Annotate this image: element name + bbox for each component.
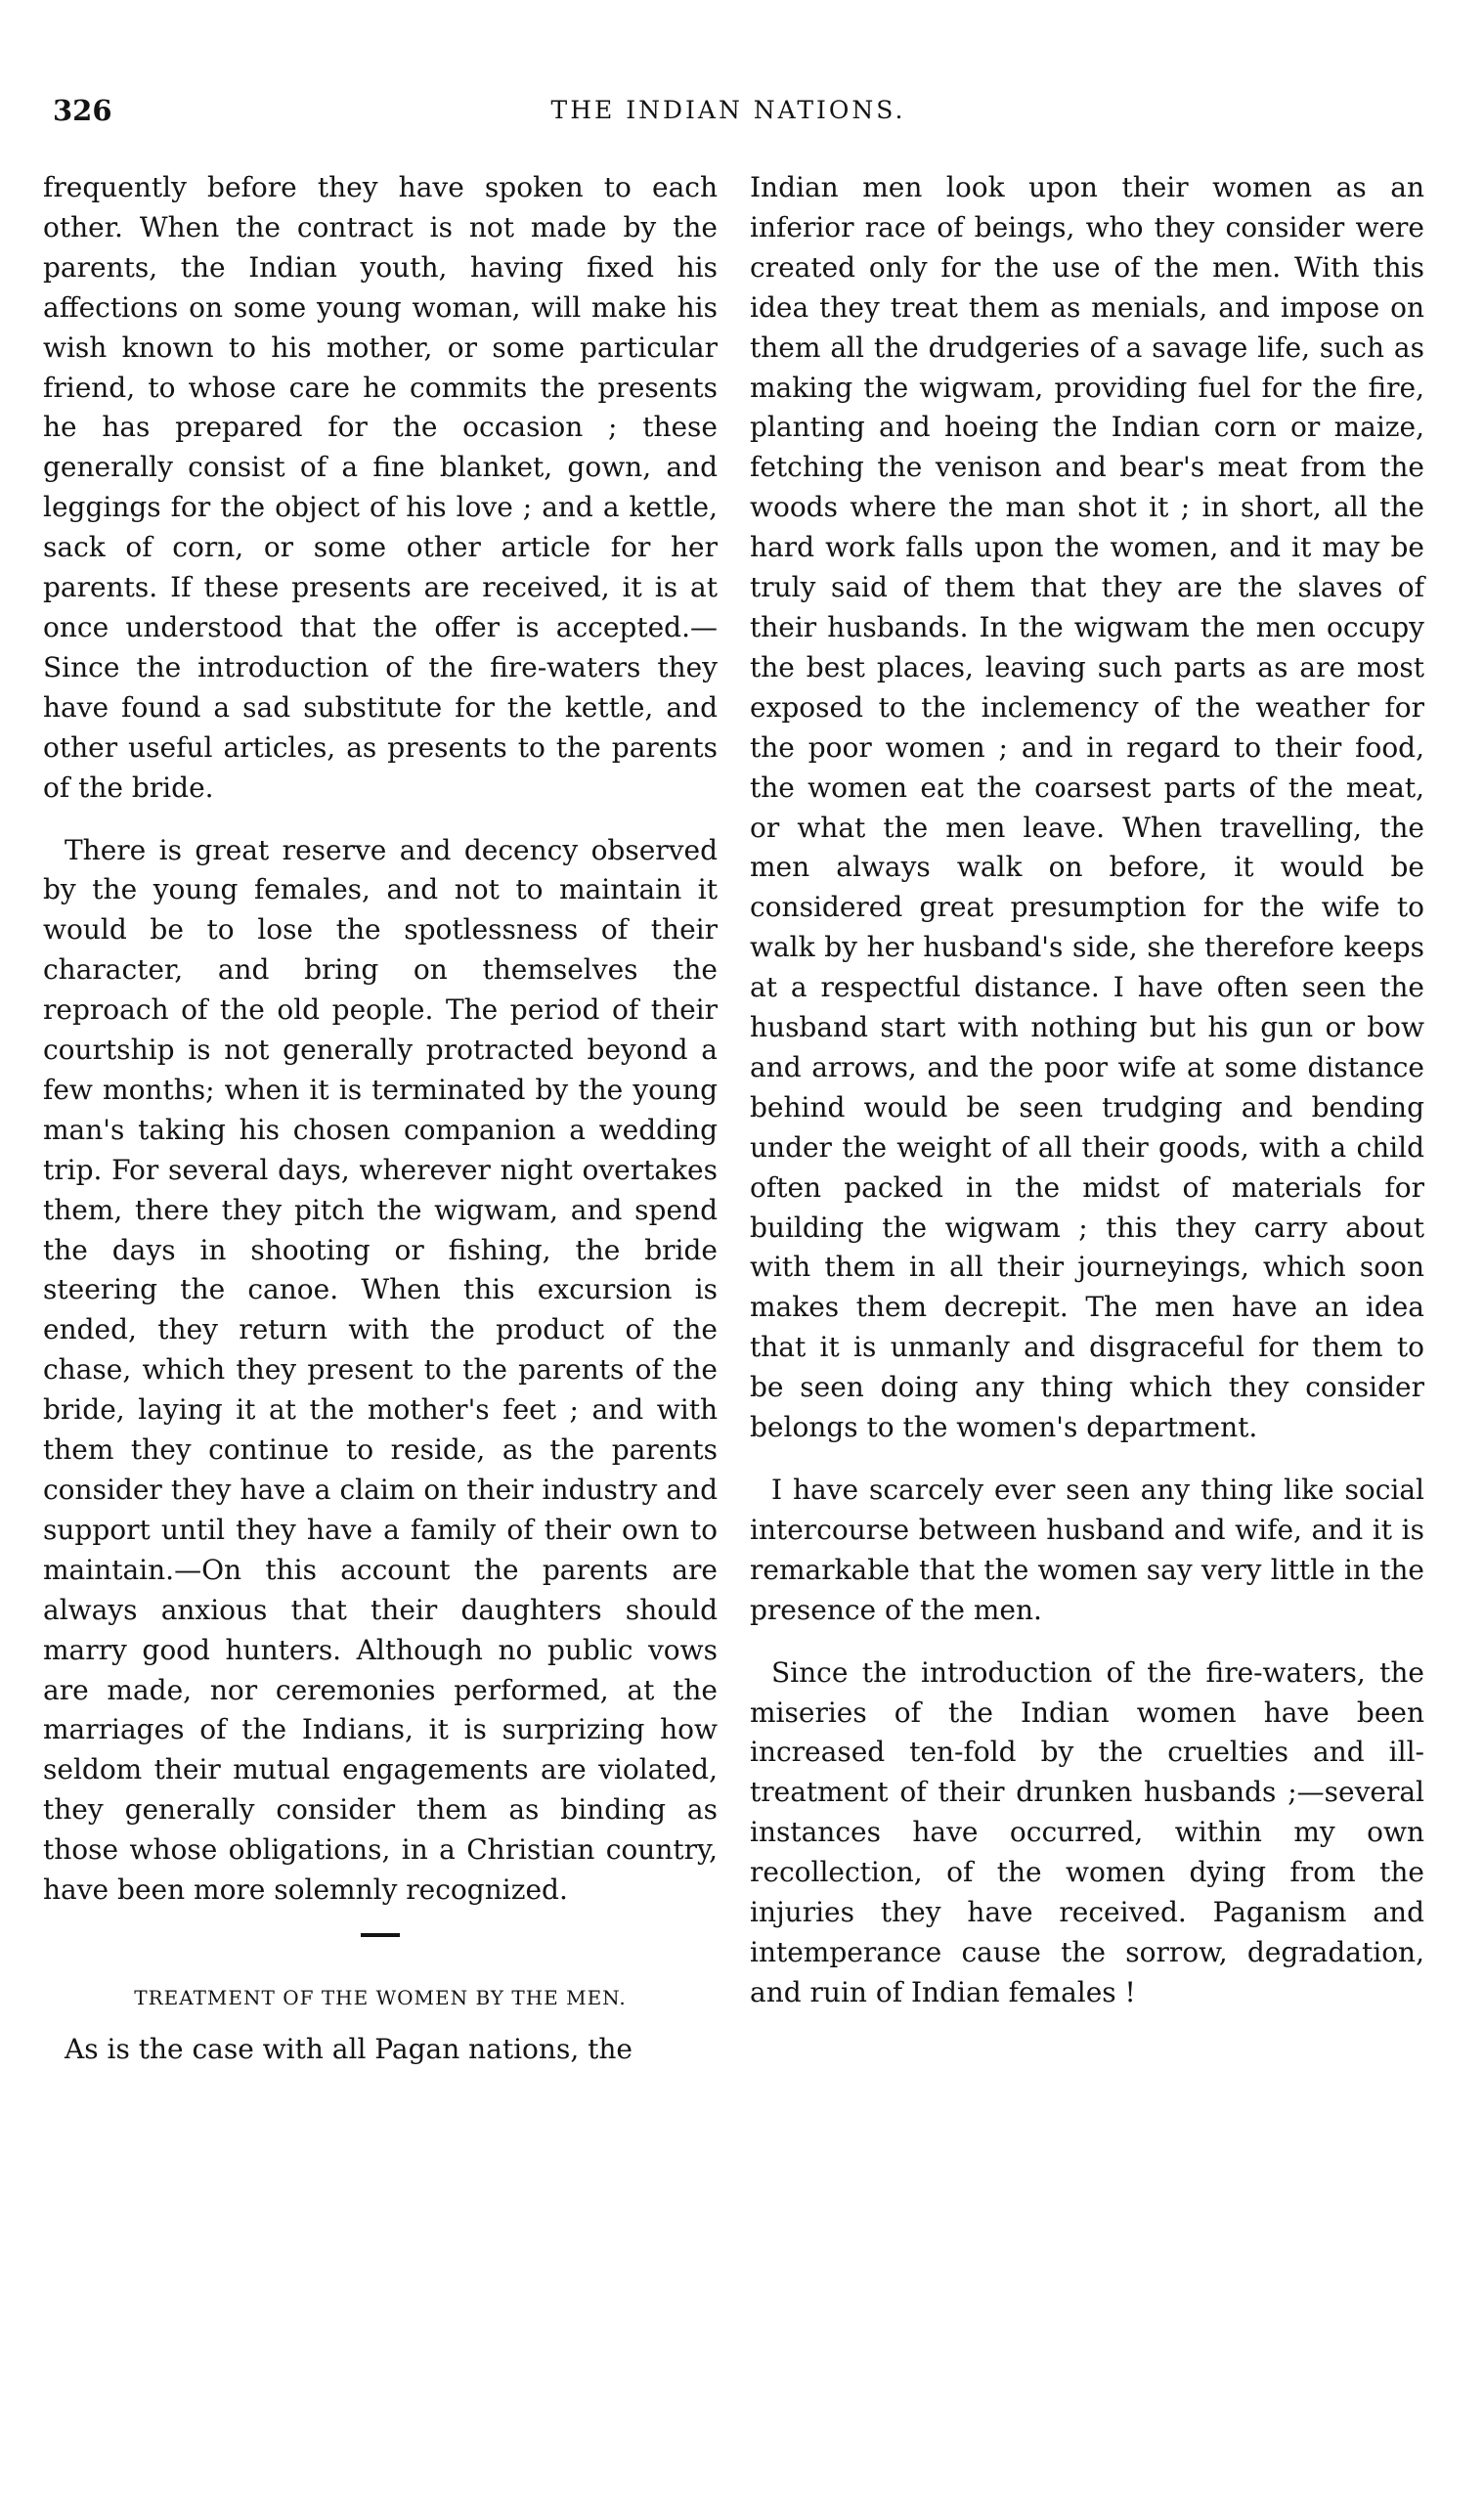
section-divider (361, 1933, 400, 1937)
paragraph: There is great reserve and decency observed by the young females, and not to maintain it would be to lose the spotlessness of their character, and bring on themselves the reproach of the old people. The period of their courtship is not generally protracted beyond a few months; when it is terminated by the young man's taking his chosen companion a wedding trip. For several days, wherever night overtakes them, there they pitch the wigwam, and spend the days in shooting or fishing, the bride steering the canoe. When this excursion is ended, they return with the product of the chase, which they present to the parents of the bride, laying it at the mother's feet ; and with them they continue to reside, as the parents consider they have a claim on their industry and support until they have a family of their own to maintain.—On this account the parents are always anxious that their daughters should marry good hunters. Although no public vows are made, nor ceremonies performed, at the marriages of the Indians, it is surprizing how seldom their mutual engagements are violated, they generally consider them as binding as those whose obligations, in a Christian country, have been more solemnly recognized. (43, 833, 718, 1907)
paragraph: I have scarcely ever seen any thing like social intercourse between husband and wife, and it is remarkable that the women say very little in the presence of the men. (750, 1474, 1424, 1626)
right-column (750, 168, 1424, 2036)
running-title: THE INDIAN NATIONS. (550, 96, 906, 124)
page-header (39, 94, 1418, 143)
page-number: 326 (53, 94, 112, 127)
paragraph: Since the introduction of the fire-waters, the miseries of the Indian women have been increased ten-fold by the cruelties and ill-treatment of their drunken husbands ;—several instances have occurred, within my own recollection, of the women dying from the injuries they have received. Paganism and intemperance cause the sorrow, degradation, and ruin of Indian females ! (750, 1655, 1424, 2008)
section-heading: TREATMENT OF THE WOMEN BY THE MEN. (134, 1985, 627, 2009)
left-column (43, 168, 718, 2093)
paragraph: As is the case with all Pagan nations, the (65, 2032, 633, 2065)
paragraph: Indian men look upon their women as an inferior race of beings, who they consider were created only for the use of the men. With this idea they treat them as menials, and impose on them all the drudgeries of a savage life, such as making the wigwam, providing fuel for the fire, planting and hoeing the Indian corn or maize, fetching the venison and bear's meat from the woods where the man shot it ; in short, all the hard work falls upon the women, and it may be truly said of them that they are the slaves of their husbands. In the wigwam the men occupy the best places, leaving such parts as are most exposed to the inclemency of the weather for the poor women ; and in regard to their food, the women eat the coarsest parts of the meat, or what the men leave. When travelling, the men always walk on before, it would be considered great presumption for the wife to walk by her husband's side, she therefore keeps at a respectful distance. I have often seen the husband start with nothing but his gun or bow and arrows, and the poor wife at some distance behind would be seen trudging and bending under the weight of all their goods, with a child often packed in the midst of materials for building the wigwam ; this they carry about with them in all their journeyings, which soon makes them decrepit. The men have an idea that it is unmanly and disgraceful for them to be seen doing any thing which they consider belongs to the women's department. (750, 171, 1424, 1444)
paragraph: frequently before they have spoken to each other. When the contract is not made by the parents, the Indian youth, having fixed his affections on some young woman, will make his wish known to his mother, or some particular friend, to whose care he commits the presents he has prepared for the occasion ; these generally consist of a fine blanket, gown, and leggings for the object of his love ; and a kettle, sack of corn, or some other article for her parents. If these presents are received, it is at once understood that the offer is accepted.—Since the introduction of the fire-waters they have found a sad substitute for the kettle, and other useful articles, as presents to the parents of the bride. (43, 171, 718, 804)
